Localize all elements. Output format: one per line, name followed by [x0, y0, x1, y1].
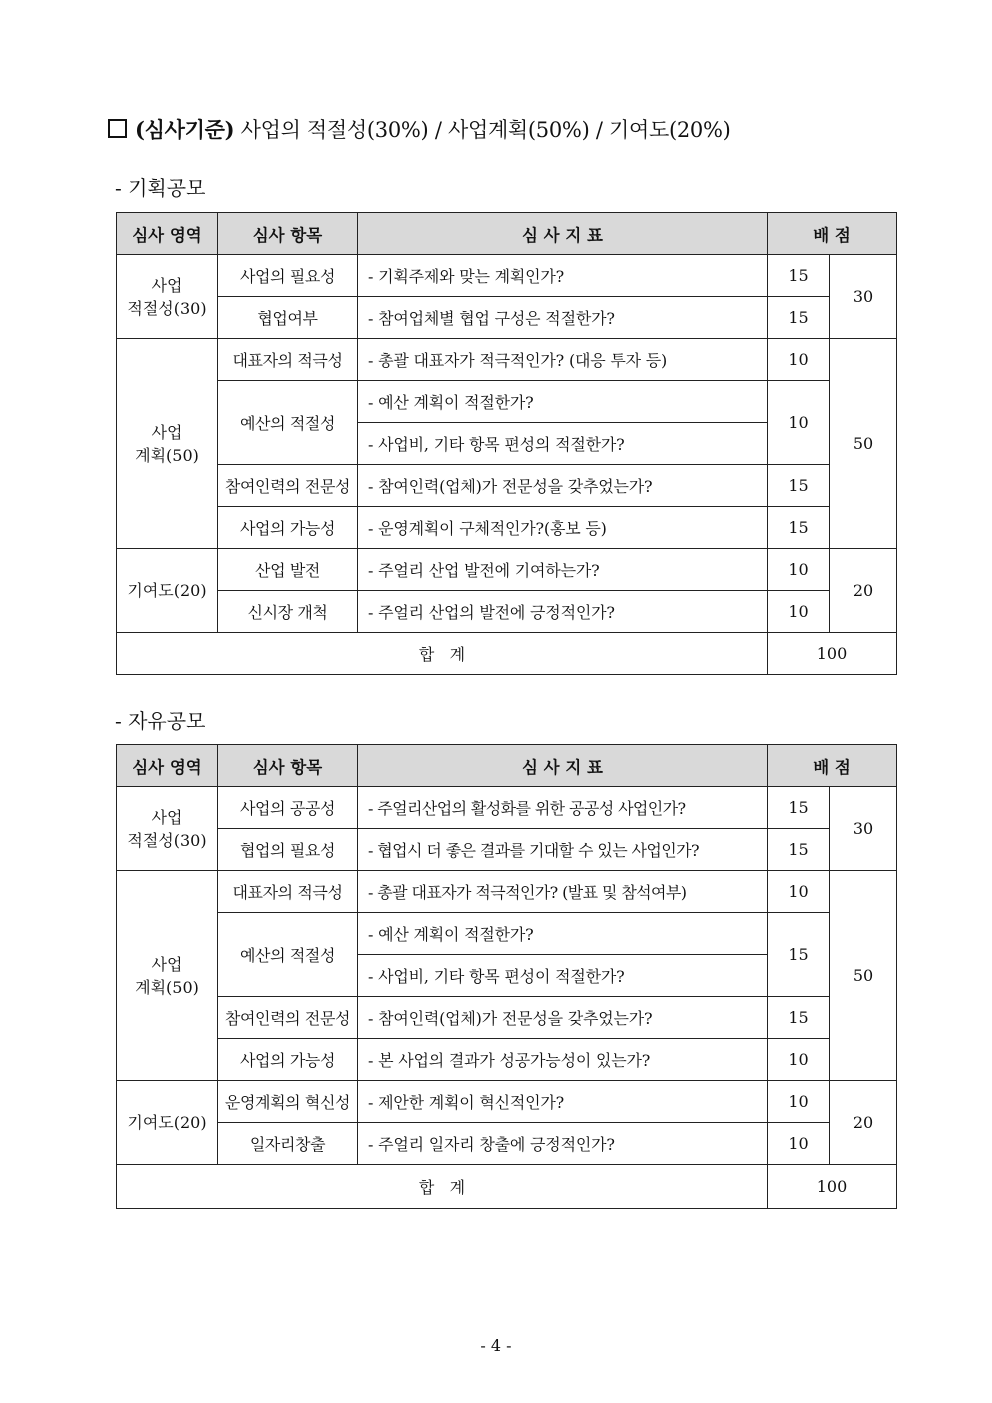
- item-cell: 사업의 가능성: [218, 507, 358, 549]
- item-cell: 협업여부: [218, 297, 358, 339]
- indicator-cell: - 참여업체별 협업 구성은 적절한가?: [358, 297, 768, 339]
- indicator-cell: - 참여인력(업체)가 전문성을 갖추었는가?: [358, 997, 768, 1039]
- score-cell: 15: [768, 297, 830, 339]
- header-area: 심사 영역: [117, 213, 218, 255]
- item-cell: 운영계획의 혁신성: [218, 1081, 358, 1123]
- total-row: [117, 633, 897, 675]
- indicator-cell: - 주얼리 산업 발전에 기여하는가?: [358, 549, 768, 591]
- indicator-cell: - 제안한 계획이 혁신적인가?: [358, 1081, 768, 1123]
- area-plan: 사업 계획(50): [117, 871, 218, 1081]
- criteria-heading-weights: 사업의 적절성(30%) / 사업계획(50%) / 기여도(20%): [234, 118, 731, 142]
- table-header-row: [117, 745, 897, 787]
- score-cell: 10: [768, 1081, 830, 1123]
- item-cell: 협업의 필요성: [218, 829, 358, 871]
- total-row: [117, 1165, 897, 1209]
- indicator-cell: - 협업시 더 좋은 결과를 기대할 수 있는 사업인가?: [358, 829, 768, 871]
- item-cell: 산업 발전: [218, 549, 358, 591]
- item-cell: 예산의 적절성: [218, 913, 358, 997]
- table-row: [117, 871, 897, 913]
- open-section-title: - 자유공모: [115, 709, 206, 733]
- table-row: [117, 255, 897, 297]
- subtotal-cell: 30: [830, 787, 897, 871]
- indicator-cell: - 주얼리 산업의 발전에 긍정적인가?: [358, 591, 768, 633]
- table-row: [117, 1039, 897, 1081]
- header-indicator: 심 사 지 표: [358, 745, 768, 787]
- subtotal-cell: 50: [830, 871, 897, 1081]
- indicator-cell: - 기획주제와 맞는 계획인가?: [358, 255, 768, 297]
- header-item: 심사 항목: [218, 213, 358, 255]
- subtotal-cell: 20: [830, 549, 897, 633]
- table-row: [117, 591, 897, 633]
- area-suitability: 사업 적절성(30): [117, 255, 218, 339]
- score-cell: 15: [768, 507, 830, 549]
- item-cell: 사업의 필요성: [218, 255, 358, 297]
- item-cell: 대표자의 적극성: [218, 339, 358, 381]
- header-item: 심사 항목: [218, 745, 358, 787]
- indicator-cell: - 예산 계획이 적절한가?: [358, 913, 768, 955]
- score-cell: 15: [768, 255, 830, 297]
- table-row: [117, 297, 897, 339]
- item-cell: 대표자의 적극성: [218, 871, 358, 913]
- area-plan: 사업 계획(50): [117, 339, 218, 549]
- total-value: 100: [768, 1165, 897, 1209]
- item-cell: 참여인력의 전문성: [218, 465, 358, 507]
- table-row: [117, 381, 897, 423]
- indicator-cell: - 주얼리산업의 활성화를 위한 공공성 사업인가?: [358, 787, 768, 829]
- score-cell: 15: [768, 787, 830, 829]
- item-cell: 사업의 가능성: [218, 1039, 358, 1081]
- table-row: [117, 507, 897, 549]
- indicator-cell: - 사업비, 기타 항목 편성의 적절한가?: [358, 423, 768, 465]
- planned-criteria-table: [116, 212, 897, 675]
- table-row: [117, 465, 897, 507]
- indicator-cell: - 사업비, 기타 항목 편성이 적절한가?: [358, 955, 768, 997]
- total-label: 합 계: [117, 633, 768, 675]
- score-cell: 15: [768, 465, 830, 507]
- area-contribution: 기여도(20): [117, 1081, 218, 1165]
- planned-section-title: - 기획공모: [115, 176, 206, 200]
- checkbox-square-icon: [108, 119, 127, 138]
- header-score: 배 점: [768, 213, 897, 255]
- criteria-heading-label: (심사기준): [135, 117, 235, 142]
- score-cell: 10: [768, 871, 830, 913]
- indicator-cell: - 참여인력(업체)가 전문성을 갖추었는가?: [358, 465, 768, 507]
- page-number: - 4 -: [480, 1336, 512, 1355]
- subtotal-cell: 20: [830, 1081, 897, 1165]
- score-cell: 15: [768, 913, 830, 997]
- indicator-cell: - 총괄 대표자가 적극적인가? (발표 및 참석여부): [358, 871, 768, 913]
- header-score: 배 점: [768, 745, 897, 787]
- indicator-cell: - 운영계획이 구체적인가?(홍보 등): [358, 507, 768, 549]
- indicator-cell: - 총괄 대표자가 적극적인가? (대응 투자 등): [358, 339, 768, 381]
- indicator-cell: - 예산 계획이 적절한가?: [358, 381, 768, 423]
- table-row: [117, 913, 897, 955]
- area-suitability: 사업 적절성(30): [117, 787, 218, 871]
- table-row: [117, 1123, 897, 1165]
- subtotal-cell: 50: [830, 339, 897, 549]
- item-cell: 신시장 개척: [218, 591, 358, 633]
- score-cell: 10: [768, 1039, 830, 1081]
- table-row: [117, 339, 897, 381]
- indicator-cell: - 본 사업의 결과가 성공가능성이 있는가?: [358, 1039, 768, 1081]
- open-criteria-table: [116, 744, 897, 1209]
- item-cell: 예산의 적절성: [218, 381, 358, 465]
- score-cell: 10: [768, 339, 830, 381]
- item-cell: 사업의 공공성: [218, 787, 358, 829]
- table-row: [117, 997, 897, 1039]
- header-area: 심사 영역: [117, 745, 218, 787]
- table-row: [117, 549, 897, 591]
- area-contribution: 기여도(20): [117, 549, 218, 633]
- table-header-row: [117, 213, 897, 255]
- total-label: 합 계: [117, 1165, 768, 1209]
- score-cell: 10: [768, 1123, 830, 1165]
- table-row: [117, 787, 897, 829]
- total-value: 100: [768, 633, 897, 675]
- table-row: [117, 829, 897, 871]
- criteria-heading: [108, 114, 731, 144]
- score-cell: 15: [768, 829, 830, 871]
- subtotal-cell: 30: [830, 255, 897, 339]
- indicator-cell: - 주얼리 일자리 창출에 긍정적인가?: [358, 1123, 768, 1165]
- item-cell: 일자리창출: [218, 1123, 358, 1165]
- score-cell: 10: [768, 549, 830, 591]
- score-cell: 10: [768, 591, 830, 633]
- score-cell: 15: [768, 997, 830, 1039]
- score-cell: 10: [768, 381, 830, 465]
- header-indicator: 심 사 지 표: [358, 213, 768, 255]
- table-row: [117, 1081, 897, 1123]
- item-cell: 참여인력의 전문성: [218, 997, 358, 1039]
